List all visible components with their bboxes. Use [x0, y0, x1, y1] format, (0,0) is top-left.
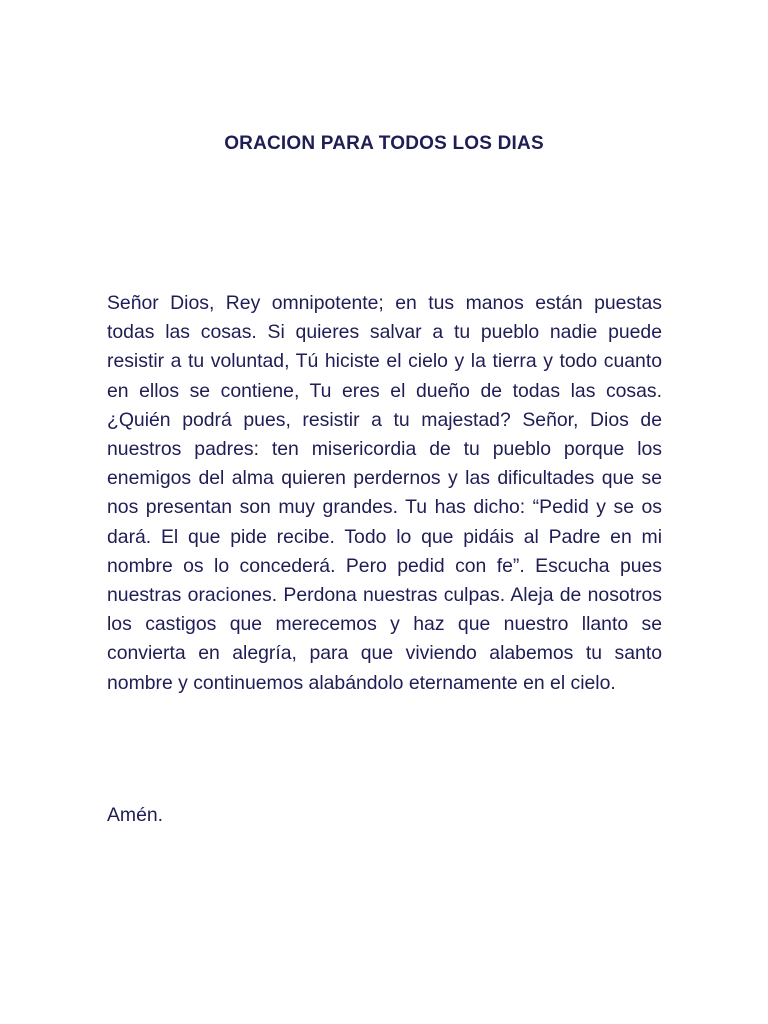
page-title: ORACION PARA TODOS LOS DIAS [224, 133, 544, 154]
prayer-closing: Amén. [107, 804, 164, 826]
prayer-body: Señor Dios, Rey omnipotente; en tus manos están puestas todas las cosas. Si quieres salvar a tu pueblo nadie puede resistir a tu voluntad, Tú hiciste el cielo y la tierra y todo cuanto en ellos se contiene, Tu eres el dueño de todas las cosas. ¿Quién podrá pues, resistir a tu majestad? Señor, Dios de nuestros padres: ten misericordia de tu pueblo porque los enemigos del alma quieren perdernos y las dificultades que se nos presentan son muy grandes. Tu has dicho: “Pedid y se os dará. El que pide recibe. Todo lo que pidáis al Padre en mi nombre os lo concederá. Pero pedid con fe”. Escucha pues nuestras oraciones. Perdona nuestras culpas. Aleja de nosotros los castigos que merecemos y haz que nuestro llanto se convierta en alegría, para que viviendo alabemos tu santo nombre y continuemos alabándolo eternamente en el cielo. [107, 292, 662, 694]
